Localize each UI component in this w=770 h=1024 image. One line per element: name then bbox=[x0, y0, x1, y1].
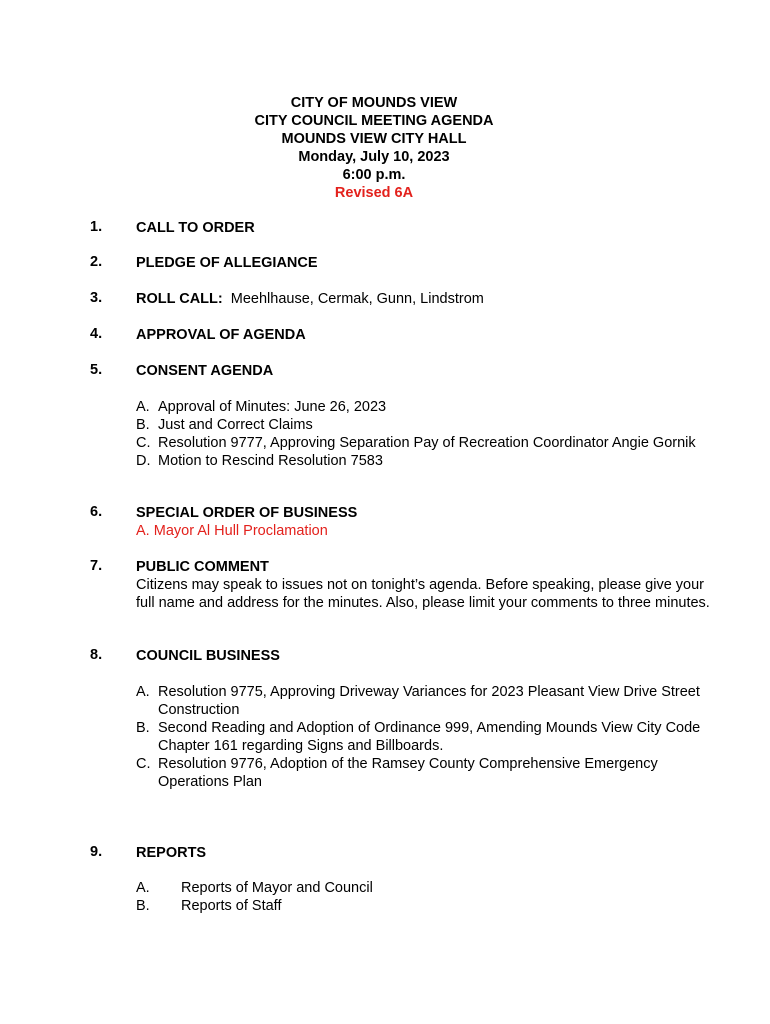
section-number: 3. bbox=[90, 290, 103, 306]
section-number: 6. bbox=[90, 504, 103, 520]
item-letter: B. bbox=[136, 898, 150, 914]
item-letter: C. bbox=[136, 756, 151, 772]
list-item bbox=[136, 452, 710, 470]
section-number: 4. bbox=[90, 326, 103, 342]
list-item bbox=[136, 683, 710, 719]
meeting-location: MOUNDS VIEW CITY HALL bbox=[281, 131, 467, 147]
consent-agenda-list bbox=[136, 398, 710, 470]
section-title-call-to-order: CALL TO ORDER bbox=[136, 220, 255, 236]
item-text: Resolution 9776, Adoption of the Ramsey County Comprehensive Emergency Operations Plan bbox=[158, 756, 658, 790]
item-text: Resolution 9777, Approving Separation Pay of Recreation Coordinator Angie Gornik bbox=[158, 435, 696, 451]
list-item bbox=[136, 879, 710, 897]
section-number: 9. bbox=[90, 844, 103, 860]
item-letter: A. bbox=[136, 523, 150, 539]
agenda-header bbox=[0, 94, 748, 202]
section-special-order bbox=[136, 504, 710, 540]
item-letter: D. bbox=[136, 453, 151, 469]
list-item bbox=[136, 897, 710, 915]
section-title-special-order: SPECIAL ORDER OF BUSINESS bbox=[136, 505, 358, 521]
item-letter: A. bbox=[136, 684, 150, 700]
section-title-consent-agenda: CONSENT AGENDA bbox=[136, 363, 274, 379]
list-item bbox=[136, 522, 710, 540]
item-text: Approval of Minutes: June 26, 2023 bbox=[158, 399, 387, 415]
item-text: Reports of Mayor and Council bbox=[181, 880, 373, 896]
meeting-date: Monday, July 10, 2023 bbox=[298, 149, 450, 165]
item-letter: B. bbox=[136, 417, 150, 433]
item-letter: C. bbox=[136, 435, 151, 451]
list-item bbox=[136, 719, 710, 755]
section-roll-call bbox=[136, 290, 710, 308]
item-text: Resolution 9775, Approving Driveway Variances for 2023 Pleasant View Drive Street Construction bbox=[158, 684, 700, 718]
meeting-time: 6:00 p.m. bbox=[342, 167, 406, 183]
section-number: 2. bbox=[90, 254, 103, 270]
section-number: 5. bbox=[90, 362, 103, 378]
list-item bbox=[136, 416, 710, 434]
section-title-reports: REPORTS bbox=[136, 845, 207, 861]
list-item bbox=[136, 398, 710, 416]
section-public-comment bbox=[136, 558, 710, 612]
section-title-approval-agenda: APPROVAL OF AGENDA bbox=[136, 327, 306, 343]
list-item bbox=[136, 434, 710, 452]
revised-note: Revised 6A bbox=[334, 185, 414, 201]
city-name: CITY OF MOUNDS VIEW bbox=[290, 95, 458, 111]
public-comment-text: Citizens may speak to issues not on tonight’s agenda. Before speaking, please give your full name and address for the minutes. Also, please limit your comments to three minutes. bbox=[136, 577, 710, 611]
reports-list bbox=[136, 879, 710, 915]
item-letter: A. bbox=[136, 880, 150, 896]
section-number: 8. bbox=[90, 647, 103, 663]
section-title-council-business: COUNCIL BUSINESS bbox=[136, 648, 280, 664]
document-title: CITY COUNCIL MEETING AGENDA bbox=[254, 113, 494, 129]
section-title-public-comment: PUBLIC COMMENT bbox=[136, 559, 269, 575]
item-text: Motion to Rescind Resolution 7583 bbox=[158, 453, 383, 469]
section-title-pledge: PLEDGE OF ALLEGIANCE bbox=[136, 255, 318, 271]
item-letter: B. bbox=[136, 720, 150, 736]
item-text: Reports of Staff bbox=[181, 898, 282, 914]
section-number: 7. bbox=[90, 558, 103, 574]
item-text: Just and Correct Claims bbox=[158, 417, 313, 433]
roll-call-members: Meehlhause, Cermak, Gunn, Lindstrom bbox=[230, 291, 484, 307]
section-number: 1. bbox=[90, 219, 103, 235]
section-title-roll-call: ROLL CALL: bbox=[136, 291, 223, 307]
council-business-list bbox=[136, 683, 710, 791]
item-letter: A. bbox=[136, 399, 150, 415]
item-text: Second Reading and Adoption of Ordinance 999, Amending Mounds View City Code Chapter 161 regarding Signs and Billboards. bbox=[158, 720, 701, 754]
list-item bbox=[136, 755, 710, 791]
item-text: Mayor Al Hull Proclamation bbox=[153, 523, 328, 539]
